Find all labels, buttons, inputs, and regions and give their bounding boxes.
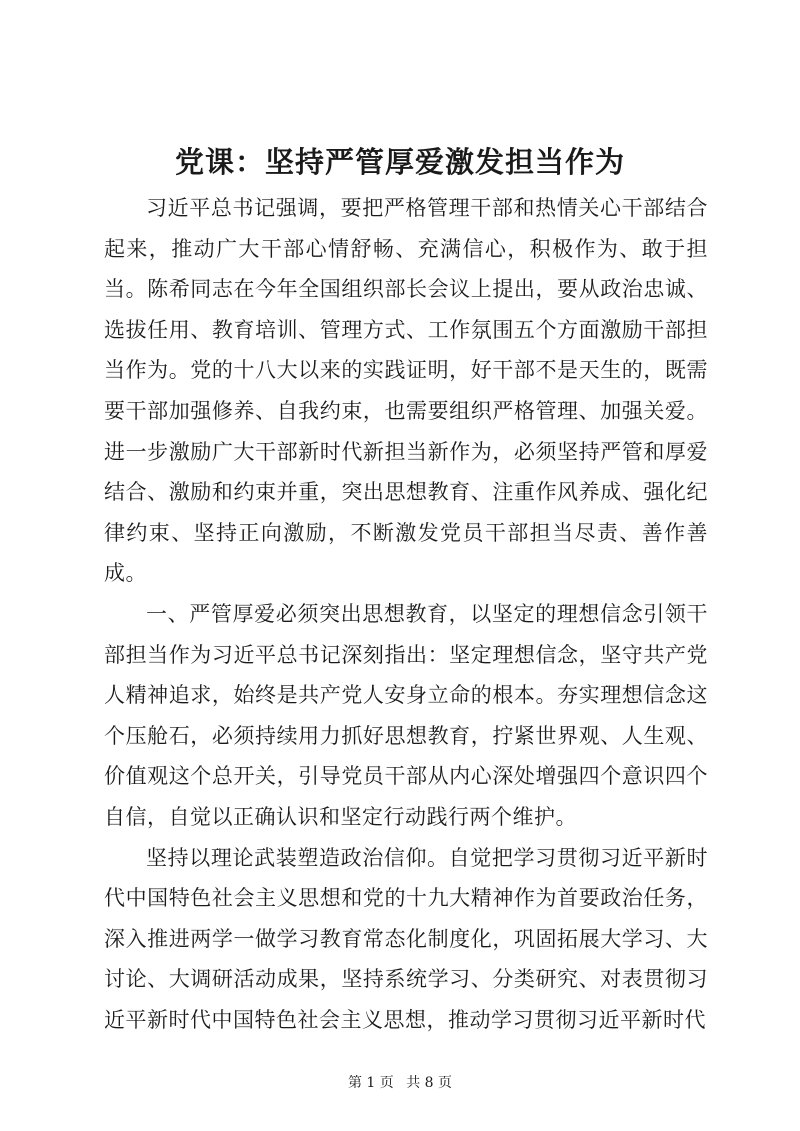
paragraph-section-one: 一、严管厚爱必须突出思想教育，以坚定的理想信念引领干部担当作为习近平总书记深刻指出：坚定理想信念，坚守共产党人精神追求，始终是共产党人安身立命的根本。夯实理想信念这个压舱石，必须持续用力抓好思想教育，拧紧世界观、人生观、价值观这个总开关，引导党员干部从内心深处增强四个意识四个自信，自觉以正确认识和坚定行动践行两个维护。 bbox=[104, 601, 708, 829]
paragraph-theory-armament: 坚持以理论武装塑造政治信仰。自觉把学习贯彻习近平新时代中国特色社会主义思想和党的十九大精神作为首要政治任务，深入推进两学一做学习教育常态化制度化，巩固拓展大学习、大讨论、大调研活动成果，坚持系统学习、分类研究、对表贯彻习近平新时代中国特色社会主义思想，推动学习贯彻习近平新时代 bbox=[104, 845, 708, 1032]
document-body bbox=[104, 188, 708, 1040]
page-footer bbox=[0, 1073, 800, 1093]
page-total: 共 8 页 bbox=[406, 1075, 453, 1091]
page-number: 第 1 页 bbox=[347, 1075, 394, 1091]
document-title: 党课：坚持严管厚爱激发担当作为 bbox=[174, 145, 625, 179]
paragraph-intro: 习近平总书记强调，要把严格管理干部和热情关心干部结合起来，推动广大干部心情舒畅、充满信心，积极作为、敢于担当。陈希同志在今年全国组织部长会议上提出，要从政治忠诚、选拔任用、教育培训、管理方式、工作氛围五个方面激励干部担当作为。党的十八大以来的实践证明，好干部不是天生的，既需要干部加强修养、自我约束，也需要组织严格管理、加强关爱。进一步激励广大干部新时代新担当新作为，必须坚持严管和厚爱结合、激励和约束并重，突出思想教育、注重作风养成、强化纪律约束、坚持正向激励，不断激发党员干部担当尽责、善作善成。 bbox=[104, 196, 708, 586]
